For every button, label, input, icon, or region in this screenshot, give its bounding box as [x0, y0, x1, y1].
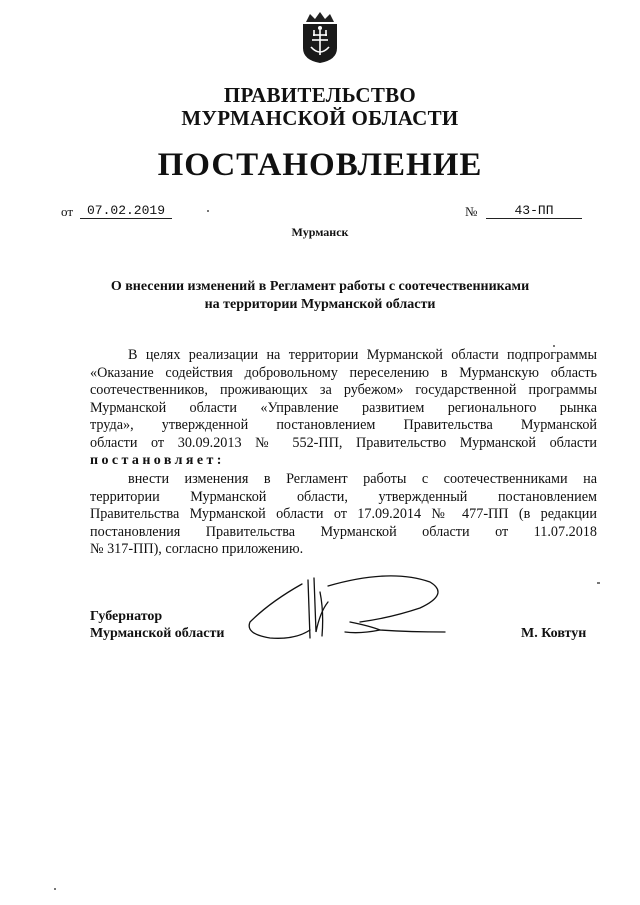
body-line: «Оказание содействия добровольному переселению в Мурманскую область	[90, 364, 597, 381]
number-prefix: №	[465, 204, 478, 219]
body-line: постановления Правительства Мурманской области от 11.07.2018	[90, 523, 597, 540]
signer-name: М. Ковтун	[521, 626, 587, 641]
scan-speck	[597, 582, 600, 584]
scan-speck	[54, 888, 56, 890]
body-line: В целях реализации на территории Мурманской области подпрограммы	[128, 347, 597, 363]
document-title-line1: О внесении изменений в Регламент работы с соотечественниками	[110, 279, 530, 294]
signer-title-line2: Мурманской области	[90, 626, 225, 641]
body-line: соотечественников, проживающих за рубежом» государственной программы	[90, 382, 597, 399]
signer-title-line1: Губернатор	[90, 609, 163, 624]
body-paragraph-1	[90, 347, 597, 453]
body-line: № 317-ПП), согласно приложению.	[90, 541, 304, 558]
body-line: Правительства Мурманской области от 17.09.2014 № 477-ПП (в редакции	[90, 506, 597, 523]
scan-speck	[207, 210, 209, 212]
document-type-heading: ПОСТАНОВЛЕНИЕ	[157, 147, 483, 183]
scan-speck	[553, 345, 555, 347]
resolves-word: постановляет:	[90, 453, 225, 468]
document-date: 07.02.2019	[80, 203, 172, 219]
city-name: Мурманск	[291, 225, 349, 239]
body-line: Мурманской области «Управление развитием регионального рынка	[90, 399, 597, 416]
handwritten-signature	[240, 572, 470, 652]
coat-of-arms-emblem	[298, 10, 342, 64]
body-line: области от 30.09.2013 № 552-ПП, Правительство Мурманской области	[90, 434, 597, 451]
body-line: территории Мурманской области, утвержденный постановлением	[90, 488, 597, 505]
date-prefix: от	[61, 204, 74, 219]
government-name-line2: МУРМАНСКОЙ ОБЛАСТИ	[181, 106, 459, 130]
body-paragraph-2	[90, 471, 597, 559]
government-name-line1: ПРАВИТЕЛЬСТВО	[223, 83, 417, 107]
document-number: 43-ПП	[486, 203, 582, 219]
body-line: труда», утвержденной постановлением Правительства Мурманской	[90, 417, 597, 434]
document-title-line2: на территории Мурманской области	[204, 297, 436, 312]
body-line: внести изменения в Регламент работы с соотечественниками на	[128, 471, 597, 487]
